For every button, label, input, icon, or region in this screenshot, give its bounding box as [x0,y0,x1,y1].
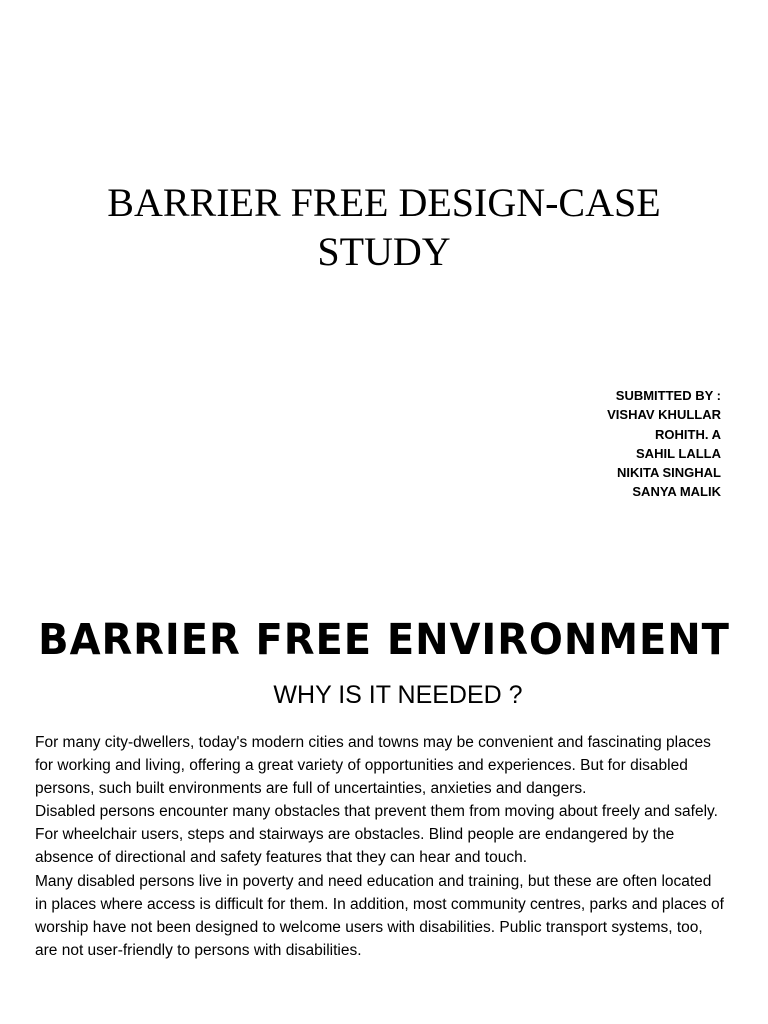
section-heading: BARRIER FREE ENVIRONMENT [38,615,730,665]
submitted-by-block [607,386,721,502]
author-name: SAHIL LALLA [636,445,721,461]
submitted-by-label: SUBMITTED BY : [615,388,721,403]
slide-title [0,178,768,276]
section-subheading: WHY IS IT NEEDED ? [273,681,523,709]
body-paragraph: Disabled persons encounter many obstacles that prevent them from moving about freely and safely. For wheelchair users, steps and stairways are obstacles. Blind people are endangered by the absence of directional and safety features that they can hear and touch. [35,803,718,867]
author-name: SANYA MALIK [632,484,721,500]
body-text [35,731,725,962]
body-paragraph: For many city-dwellers, today's modern cities and towns may be convenient and fascinating places for working and living, offering a great variety of opportunities and experiences. But for disabled persons, such built environments are full of uncertainties, anxieties and dangers. [35,734,711,798]
slide-title-line-2: STUDY [317,229,451,274]
author-name: ROHITH. A [655,426,721,442]
author-name: VISHAV KHULLAR [607,407,721,423]
author-name: NIKITA SINGHAL [617,465,721,481]
body-paragraph: Many disabled persons live in poverty and need education and training, but these are often located in places where access is difficult for them. In addition, most community centres, parks and places of worship have not been designed to welcome users with disabilities. Public transport systems, too, are not user-friendly to persons with disabilities. [35,872,724,959]
slide-title-line-1: BARRIER FREE DESIGN-CASE [107,180,661,225]
